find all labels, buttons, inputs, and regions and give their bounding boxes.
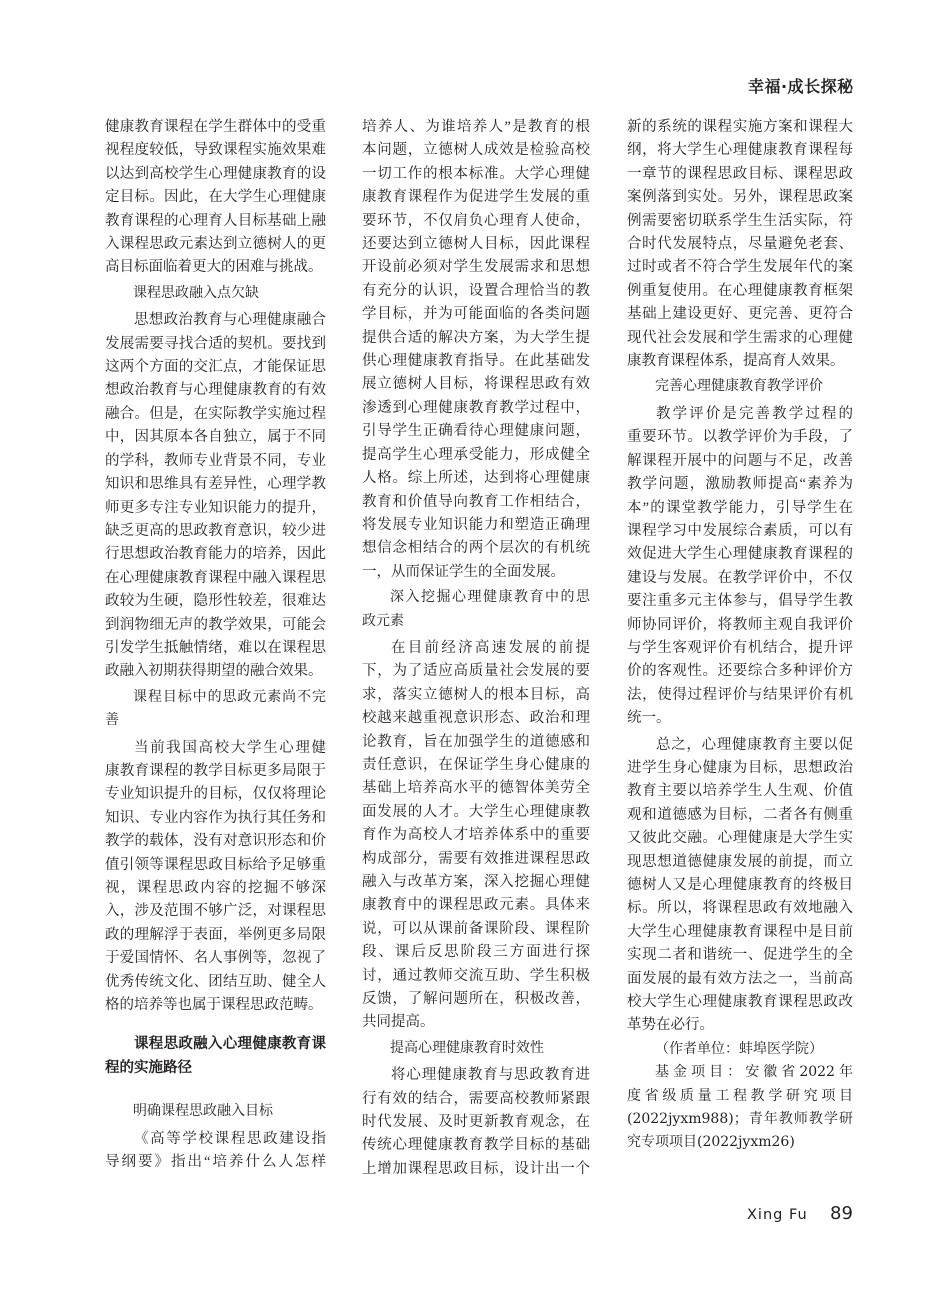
paragraph-line: 价的客观性。还要综合多种评价方 (627, 663, 853, 680)
subheading-line: 善 (105, 712, 119, 729)
paragraph-line: 政融入初期获得期望的融合效果。 (105, 663, 323, 680)
paragraph-line: 导纲要》指出“培养什么人怎样 (105, 1154, 326, 1171)
subheading-line: 课程目标中的思政元素尚不完 (133, 688, 326, 705)
paragraph-line: 发展需要寻找合适的契机。要找到 (105, 335, 326, 352)
paragraph-line: 标。所以，将课程思政有效地融入 (627, 900, 853, 917)
paragraph-line: 《高等学校课程思政建设指 (134, 1130, 326, 1147)
paragraph-line: 学目标，并为可能面临的各类问题 (362, 306, 590, 323)
author-block (627, 1038, 853, 1061)
paragraph-line: 本问题，立德树人成效是检验高校 (362, 142, 590, 159)
paragraph-line: 康教育中的课程思政元素。具体来 (362, 897, 590, 914)
paragraph-line: 定目标。因此，在大学生心理健康 (105, 189, 326, 206)
paragraph-line: 将发展专业知识能力和塑造正确理 (362, 516, 590, 533)
section-title: 幸福·成长探秘 (748, 77, 854, 96)
paragraph-line: 本”的课堂教学能力，引导学生在 (627, 499, 853, 516)
paragraph-line: 开设前必须对学生发展需求和思想 (362, 259, 590, 276)
paragraph-line: 一切工作的根本标准。大学心理健 (362, 165, 590, 182)
paragraph-line: 重要环节。以教学评价为手段，了 (627, 429, 853, 446)
paragraph-line: 例重复使用。在心理健康教育框架 (627, 282, 853, 299)
paragraph-line: 基础上培养高水平的德智体美劳全 (362, 780, 590, 797)
paragraph-line: 革势在必行。 (627, 1017, 714, 1034)
section-heading-block (105, 1033, 326, 1080)
paragraph-line: 优秀传统文化、团结互助、健全人 (105, 973, 326, 990)
paragraph-line: 现思想道德健康发展的前提，而立 (627, 853, 853, 870)
paragraph-line: 基础上建设更好、更完善、更符合 (627, 306, 853, 323)
paragraph-line: 校大学生心理健康教育课程思政改 (627, 994, 853, 1011)
fund-line: 度省级质量工程教学研究项目 (627, 1087, 853, 1104)
paragraph-line: 与学生客观评价有机结合，提升评 (627, 639, 853, 656)
subheading-line: 提高心理健康教育时效性 (390, 1039, 544, 1056)
paragraph-line: 合时代发展特点，尽量避免老套、 (627, 236, 853, 253)
paragraph-line: 专业知识提升的目标，仅仅将理论 (105, 786, 326, 803)
paragraph-line: 师更多专注专业知识能力的提升， (105, 499, 326, 516)
paragraph-line: 德树人又是心理健康教育的终极目 (627, 877, 853, 893)
subheading-block (105, 686, 326, 733)
paragraph-line: 说，可以从课前备课阶段、课程阶 (362, 920, 590, 937)
paragraph-line: 效促进大学生心理健康教育课程的 (627, 546, 853, 563)
paragraph-line: 共同提高。 (362, 1014, 435, 1031)
paragraph-line: 渗透到心理健康教育教学过程中， (362, 399, 590, 416)
text-column-middle (362, 116, 590, 1181)
paragraph-line: 面发展的人才。大学生心理健康教 (362, 803, 590, 820)
text-column-right (627, 116, 853, 1155)
paragraph-line: 校越来越重视意识形态、政治和理 (362, 710, 590, 727)
subheading-line: 深入挖掘心理健康教育中的思 (390, 589, 590, 606)
paragraph-line: 健康教育课程在学生群体中的受重 (105, 119, 326, 135)
paragraph-line: 法，使得过程评价与结果评价有机 (627, 686, 853, 703)
fund-line: 究专项项目(2022jyxm26) (627, 1134, 795, 1151)
paragraph-line: 格的培养等也属于课程思政范畴。 (105, 997, 323, 1014)
paragraph-line: 引发学生抵触情绪，难以在课程思 (105, 639, 326, 656)
paragraph-line: 想政治教育与心理健康教育的有效 (105, 382, 326, 399)
paragraph-line: 教学问题，激励教师提高“素养为 (627, 476, 853, 493)
paragraph-line: 现代社会发展和学生需求的心理健 (627, 329, 853, 346)
paragraph-line: 上增加课程思政目标，设计出一个 (362, 1160, 590, 1177)
paragraph-block (627, 734, 853, 1038)
paragraph-line: 融合。但是，在实际教学实施过程 (105, 405, 326, 422)
paragraph-line: 有充分的认识，设置合理恰当的教 (362, 282, 590, 299)
paragraph-line: 高目标面临着更大的困难与挑战。 (105, 259, 323, 276)
paragraph-line: 在目前经济高速发展的前提 (391, 639, 590, 656)
paragraph-line: 于爱国情怀、名人事例等，忽视了 (105, 950, 326, 967)
paragraph-line: 师协同评价，将教师主观自我评价 (627, 616, 853, 633)
subheading-block (105, 1100, 326, 1123)
paragraph-line: 大学生心理健康教育课程中是目前 (627, 923, 853, 940)
subheading-line: 完善心理健康教育教学评价 (655, 378, 823, 395)
paragraph-line: 讨，通过教师交流互助、学生积极 (362, 967, 590, 984)
paragraph-block (627, 403, 853, 731)
section-heading-line: 课程思政融入心理健康教育课 (134, 1036, 326, 1053)
paragraph-line: 又彼此交融。心理健康是大学生实 (627, 830, 853, 847)
subheading-block (362, 1037, 590, 1060)
paragraph-line: 反馈，了解问题所在，积极改善， (362, 991, 590, 1008)
paragraph-line: 育作为高校人才培养体系中的重要 (362, 827, 590, 844)
paragraph-line: 解课程开展中的问题与不足，改善 (627, 452, 853, 469)
paragraph-block (105, 737, 326, 1018)
paragraph-line: 以达到高校学生心理健康教育的设 (105, 165, 326, 182)
section-heading-line: 程的实施路径 (105, 1059, 192, 1076)
paragraph-line: 知识和思维具有差异性，心理学教 (105, 476, 326, 493)
fund-block (627, 1061, 853, 1155)
paragraph-line: 康教育课程作为促进学生发展的重 (362, 189, 590, 206)
paragraph-line: 教育和价值导向教育工作相结合， (362, 493, 590, 510)
magazine-name: Xing Fu (747, 1207, 808, 1223)
paragraph-line: 进学生身心健康为目标，思想政治 (627, 759, 853, 776)
paragraph-line: 教学评价是完善教学过程的 (656, 405, 853, 422)
page-number: 89 (830, 1203, 853, 1224)
paragraph-line: 传统心理健康教育教学目标的基础 (362, 1137, 590, 1154)
paragraph-line: 课程学习中发展综合素质，可以有 (627, 522, 853, 539)
paragraph-line: 提高学生心理承受能力，形成健全 (362, 446, 590, 463)
subheading-line: 课程思政融入点欠缺 (133, 284, 259, 301)
paragraph-line: 例需要密切联系学生生活实际，符 (627, 212, 853, 229)
paragraph-block (105, 309, 326, 684)
subheading-block (362, 586, 590, 633)
paragraph-line: 中，因其原本各自独立，属于不同 (105, 429, 326, 446)
paragraph-line: 总之，心理健康教育主要以促 (656, 736, 853, 753)
paragraph-line: 行有效的结合，需要高校教师紧跟 (362, 1090, 590, 1107)
paragraph-line: 到润物细无声的教学效果，可能会 (105, 616, 326, 633)
paragraph-line: 一，从而保证学生的全面发展。 (362, 563, 565, 580)
paragraph-line: 人格。综上所述，达到将心理健康 (362, 470, 590, 487)
paragraph-line: 要注重多元主体参与，倡导学生教 (627, 593, 853, 610)
paragraph-line: 将心理健康教育与思政教育进 (391, 1067, 590, 1084)
fund-line: 基金项目：安徽省2022年 (655, 1064, 853, 1081)
paragraph-line: 供心理健康教育指导。在此基础发 (362, 353, 590, 370)
paragraph-line: 引导学生正确看待心理健康问题， (362, 423, 590, 440)
paragraph-line: 的学科，教师专业背景不同，专业 (105, 452, 326, 469)
paragraph-line: 思想政治教育与心理健康融合 (134, 312, 326, 329)
paragraph-line: 案例落到实处。另外，课程思政案 (627, 189, 853, 206)
paragraph-line: 责任意识，在保证学生身心健康的 (362, 756, 590, 773)
paragraph-line: 入课程思政元素达到立德树人的更 (105, 236, 326, 253)
text-column-left (105, 116, 326, 1174)
paragraph-line: 一章节的课程思政目标、课程思政 (627, 165, 853, 182)
paragraph-line: 实现二者和谐统一、促进学生的全 (627, 947, 853, 964)
paragraph-line: 教学的载体，没有对意识形态和价 (105, 833, 326, 850)
paragraph-line: 康教育课程体系，提高育人效果。 (627, 353, 845, 370)
paragraph-block (105, 116, 326, 280)
paragraph-line: 教育课程的心理育人目标基础上融 (105, 212, 326, 229)
paragraph-line: 值引领等课程思政目标给予足够重 (105, 856, 326, 873)
paragraph-line: 观和道德感为目标，二者各有侧重 (627, 806, 853, 823)
paragraph-line: 论教育，旨在加强学生的道德感和 (362, 733, 590, 750)
paragraph-line: 培养人、为谁培养人”是教育的根 (362, 119, 590, 135)
paragraph-line: 缺乏更高的思政教育意识，较少进 (105, 522, 326, 539)
paragraph-line: 提供合适的解决方案，为大学生提 (362, 329, 590, 346)
paragraph-line: 段、课后反思阶段三方面进行探 (362, 944, 590, 961)
paragraph-line: 时代发展、及时更新教育观念，在 (362, 1114, 590, 1131)
fund-line: (2022jyxm988)；青年教师教学研 (627, 1111, 853, 1128)
paragraph-line: 展立德树人目标，将课程思政有效 (362, 376, 590, 393)
paragraph-line: 行思想政治教育能力的培养，因此 (105, 546, 326, 563)
paragraph-line: 要环节，不仅肩负心理育人使命， (362, 212, 590, 229)
paragraph-line: 融入与改革方案，深入挖掘心理健 (362, 874, 590, 890)
paragraph-line: 视，课程思政内容的挖掘不够深 (105, 880, 326, 896)
paragraph-line: 面发展的最有效方法之一，当前高 (627, 970, 853, 987)
paragraph-line: 新的系统的课程实施方案和课程大 (627, 119, 853, 135)
author-line: （作者单位：蚌埠医学院） (655, 1040, 823, 1057)
paragraph-line: 这两个方面的交汇点，才能保证思 (105, 359, 326, 376)
paragraph-line: 建设与发展。在教学评价中，不仅 (627, 569, 853, 586)
paragraph-line: 过时或者不符合学生发展年代的案 (627, 259, 853, 276)
paragraph-line: 想信念相结合的两个层次的有机统 (362, 540, 590, 557)
paragraph-line: 纲，将大学生心理健康教育课程每 (627, 142, 853, 159)
paragraph-line: 政较为生硬，隐形性较差，很难达 (105, 593, 326, 610)
paragraph-block (362, 1064, 590, 1181)
subheading-block (105, 282, 326, 305)
paragraph-block (362, 637, 590, 1035)
paragraph-line: 构成部分，需要有效推进课程思政 (362, 850, 590, 867)
paragraph-line: 政的理解浮于表面，举例更多局限 (105, 926, 326, 943)
paragraph-line: 还要达到立德树人目标，因此课程 (362, 236, 590, 253)
paragraph-line: 统一。 (627, 710, 671, 727)
paragraph-line: 在心理健康教育课程中融入课程思 (105, 569, 326, 586)
paragraph-line: 入，涉及范围不够广泛，对课程思 (105, 903, 326, 920)
paragraph-line: 下，为了适应高质量社会发展的要 (362, 663, 590, 680)
paragraph-block (362, 116, 590, 584)
subheading-block (627, 375, 853, 398)
subheading-line: 明确课程思政融入目标 (133, 1103, 273, 1120)
subheading-line: 政元素 (362, 612, 404, 629)
paragraph-line: 康教育课程的教学目标更多局限于 (105, 762, 326, 779)
paragraph-line: 知识、专业内容作为执行其任务和 (105, 809, 326, 826)
paragraph-line: 视程度较低，导致课程实施效果难 (105, 142, 326, 159)
paragraph-block (627, 116, 853, 373)
paragraph-line: 教育主要以培养学生人生观、价值 (627, 783, 853, 800)
paragraph-line: 当前我国高校大学生心理健 (134, 739, 326, 756)
paragraph-block (105, 1128, 326, 1175)
paragraph-line: 求，落实立德树人的根本目标，高 (362, 686, 590, 703)
